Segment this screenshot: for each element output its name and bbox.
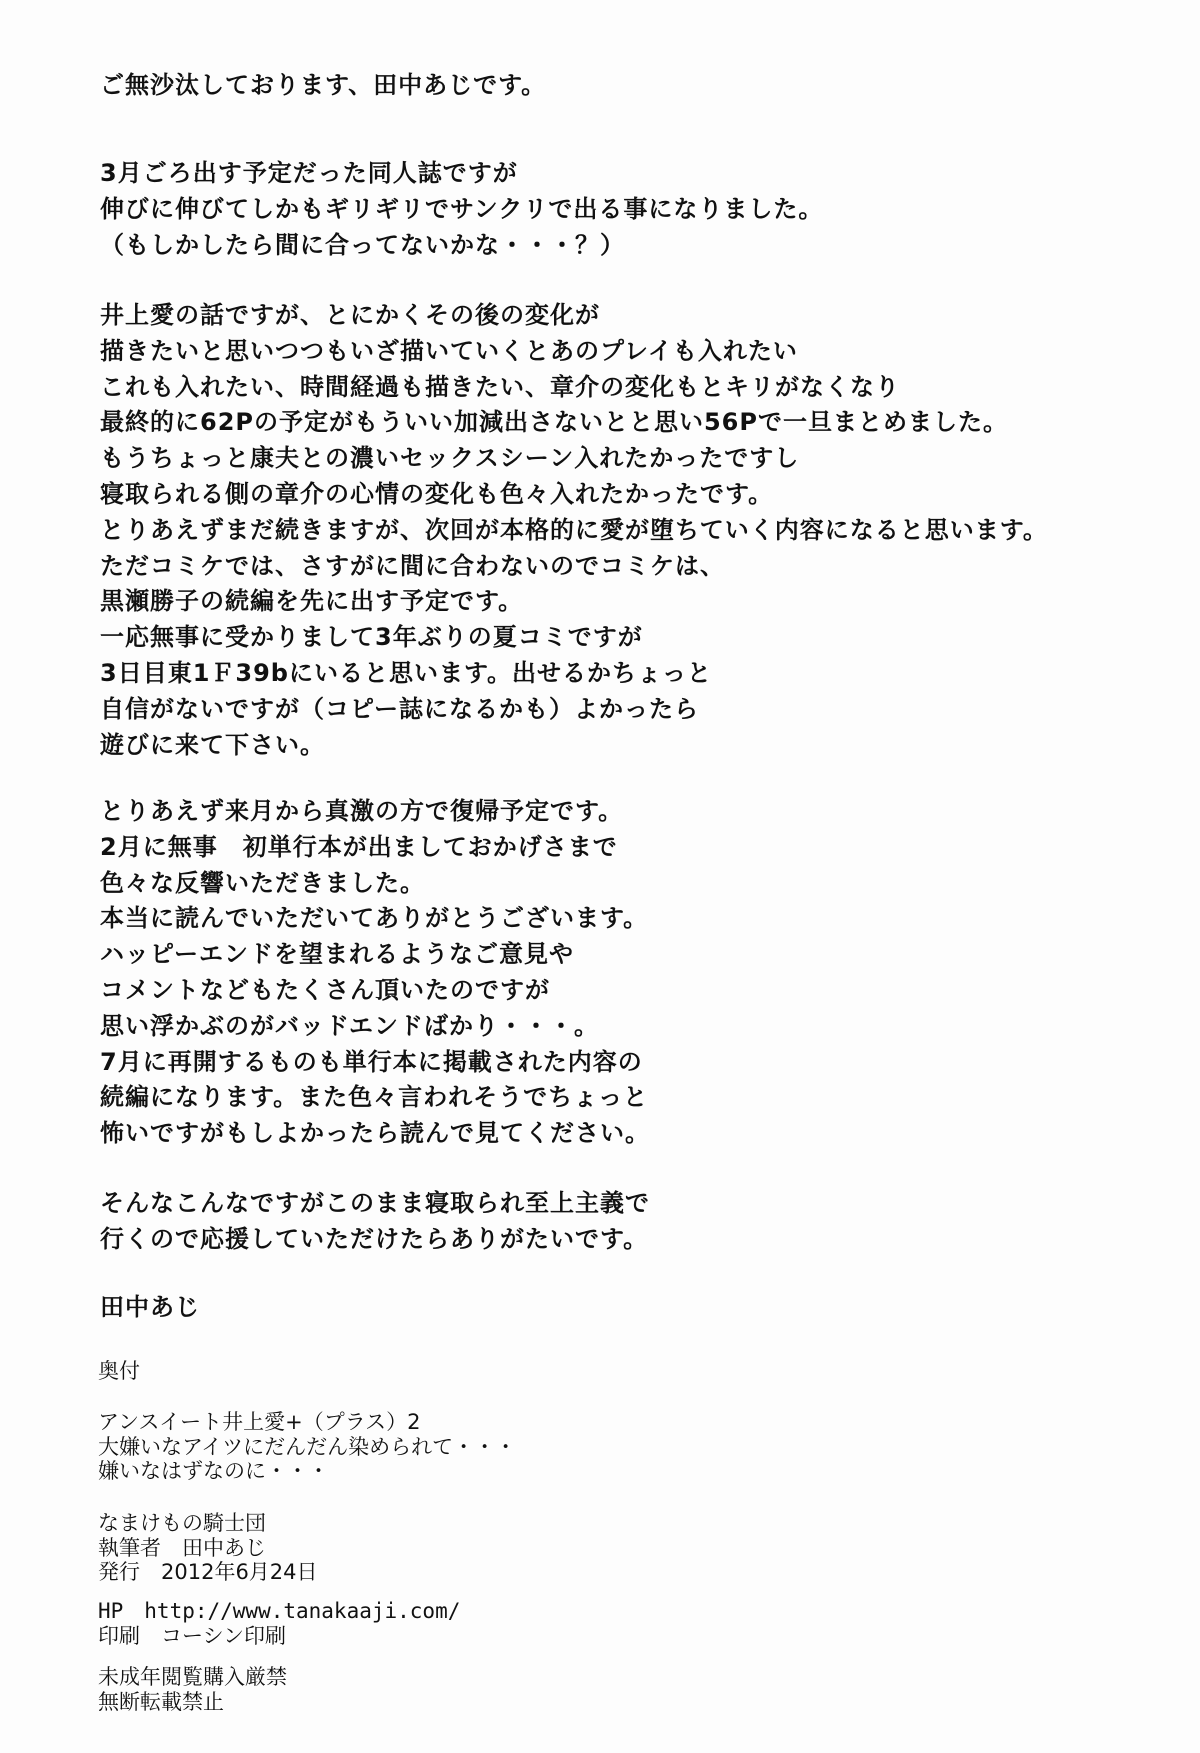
text-line: ハッピーエンドを望まれるようなご意見や bbox=[100, 940, 575, 969]
paragraph-1 bbox=[100, 156, 823, 263]
reproduction-notice: 無断転載禁止 bbox=[98, 1689, 224, 1714]
text-line: 本当に読んでいただいてありがとうございます。 bbox=[100, 904, 649, 933]
circle-name: なまけもの騎士団 bbox=[98, 1511, 266, 1535]
greeting bbox=[100, 68, 546, 104]
text-line: 寝取られる側の章介の心情の変化も色々入れたかったです。 bbox=[100, 479, 774, 508]
text-line: 2月に無事 初単行本が出ましておかげさまで bbox=[100, 832, 618, 861]
title-line: アンスイート井上愛+（プラス）2 bbox=[98, 1410, 421, 1434]
title-line: 大嫌いなアイツにだんだん染められて・・・ bbox=[98, 1434, 517, 1459]
signature bbox=[100, 1290, 200, 1326]
text-line: 伸びに伸びてしかもギリギリでサンクリで出る事になりました。 bbox=[100, 194, 824, 223]
text-line: とりあえず来月から真激の方で復帰予定です。 bbox=[100, 797, 624, 825]
text-line: 最終的に62Pの予定がもういい加減出さないとと思い56Pで一旦まとめました。 bbox=[100, 408, 1008, 437]
colophon-title bbox=[98, 1410, 516, 1484]
text-line: そんなこんなですがこのまま寝取られ至上主義で bbox=[100, 1189, 650, 1217]
text-line: 井上愛の話ですが、とにかくその後の変化が bbox=[100, 301, 600, 329]
text-line: 怖いですがもしよかったら読んで見てください。 bbox=[100, 1119, 650, 1148]
text-line: 色々な反響いただきました。 bbox=[100, 868, 425, 897]
signature-text: 田中あじ bbox=[100, 1293, 200, 1321]
text-line: 7月に再開するものも単行本に掲載された内容の bbox=[100, 1047, 643, 1076]
text-line: 遊びに来て下さい。 bbox=[100, 730, 325, 759]
colophon-credits bbox=[98, 1511, 318, 1585]
text-line: コメントなどもたくさん頂いたのですが bbox=[100, 975, 550, 1004]
text-line: 黒瀬勝子の続編を先に出す予定です。 bbox=[100, 587, 524, 616]
publish-date: 発行 2012年6月24日 bbox=[98, 1560, 318, 1585]
text-line: 描きたいと思いつつもいざ描いていくとあのプレイも入れたい bbox=[100, 336, 798, 365]
text-line: とりあえずまだ続きますが、次回が本格的に愛が堕ちていく内容になると思います。 bbox=[100, 515, 1048, 544]
colophon-contact bbox=[98, 1599, 460, 1648]
colophon-notices bbox=[98, 1665, 287, 1714]
text-line: 一応無事に受かりまして3年ぶりの夏コミですが bbox=[100, 623, 643, 652]
text-line: これも入れたい、時間経過も描きたい、章介の変化もとキリがなくなり bbox=[100, 372, 900, 401]
text-line: 自信がないですが（コピー誌になるかも）よかったら bbox=[100, 694, 700, 723]
colophon-heading bbox=[98, 1359, 140, 1384]
paragraph-2 bbox=[100, 298, 1048, 763]
printer: 印刷 コーシン印刷 bbox=[98, 1623, 287, 1648]
age-restriction-notice: 未成年閲覧購入厳禁 bbox=[98, 1665, 287, 1689]
author: 執筆者 田中あじ bbox=[98, 1535, 266, 1560]
colophon-heading-text: 奥付 bbox=[98, 1359, 140, 1383]
text-line: もうちょっと康夫との濃いセックスシーン入れたかったですし bbox=[100, 444, 800, 473]
text-line: 3月ごろ出す予定だった同人誌ですが bbox=[100, 159, 518, 187]
paragraph-3 bbox=[100, 794, 650, 1152]
text-line: 3日目東1Ｆ39bにいると思います。出せるかちょっと bbox=[100, 658, 713, 687]
homepage-url: HP http://www.tanakaaji.com/ bbox=[98, 1599, 461, 1623]
text-line: ご無沙汰しております、田中あじです。 bbox=[100, 71, 547, 99]
text-line: 行くので応援していただけたらありがたいです。 bbox=[100, 1224, 649, 1253]
text-line: 思い浮かぶのがバッドエンドばかり・・・。 bbox=[100, 1011, 600, 1040]
title-line: 嫌いなはずなのに・・・ bbox=[98, 1459, 329, 1484]
text-line: （もしかしたら間に合ってないかな・・・？） bbox=[100, 230, 625, 259]
text-line: 続編になります。また色々言われそうでちょっと bbox=[100, 1083, 649, 1112]
paragraph-4 bbox=[100, 1186, 650, 1258]
text-line: ただコミケでは、さすがに間に合わないのでコミケは、 bbox=[100, 551, 725, 580]
